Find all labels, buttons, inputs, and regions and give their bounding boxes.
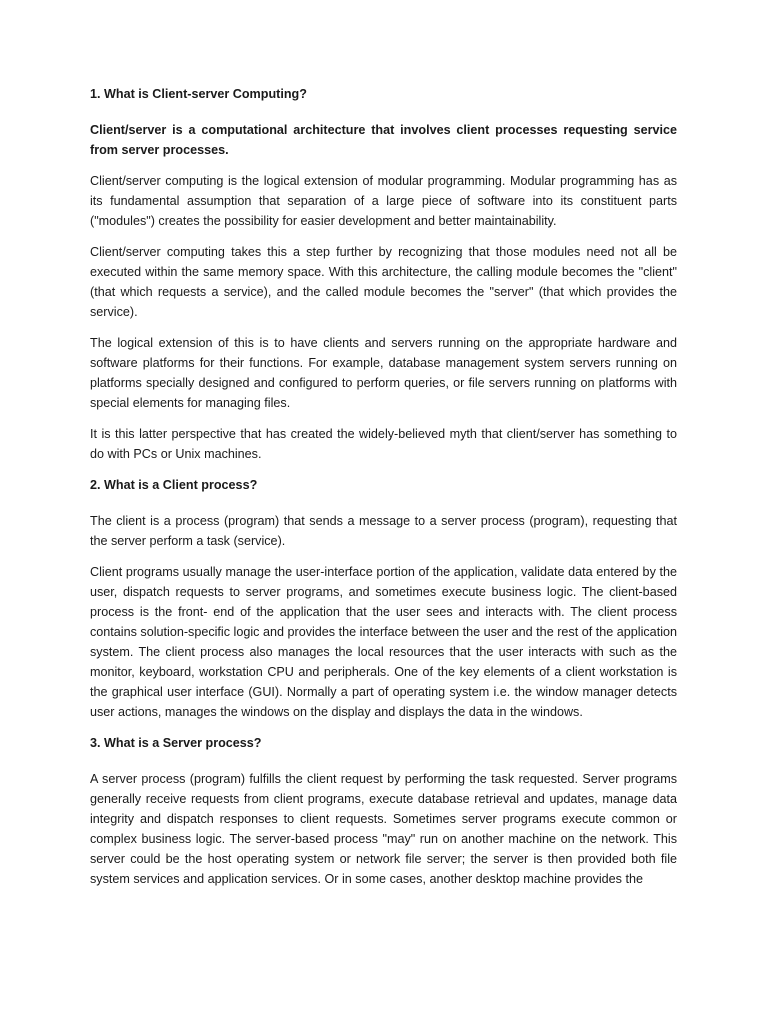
- section-3-paragraph-1: A server process (program) fulfills the client request by performing the task requested. Server programs generally receive requests from client programs, execute database retrieval and updates, manage data integrity and dispatch responses to client requests. Sometimes server programs execute common or complex business logic. The server-based process "may" run on another machine on the network. This server could be the host operating system or network file server; the server is then provided both file system services and application services. Or in some cases, another desktop machine provides the: [90, 772, 677, 886]
- section-1-paragraph-4: The logical extension of this is to have clients and servers running on the appropriate hardware and software platforms for their functions. For example, database management system servers running on platforms specially designed and configured to perform queries, or file servers running on platforms with special elements for managing files.: [90, 336, 677, 410]
- section-2-paragraph-1: The client is a process (program) that sends a message to a server process (program), requesting that the server perform a task (service).: [90, 514, 677, 548]
- section-1-paragraph-2: Client/server computing is the logical extension of modular programming. Modular programming has as its fundamental assumption that separation of a large piece of software into its constituent parts ("modules") creates the possibility for easier development and better maintainability.: [90, 174, 677, 228]
- section-1-paragraph-5: It is this latter perspective that has created the widely-believed myth that client/server has something to do with PCs or Unix machines.: [90, 427, 677, 461]
- section-1-paragraph-1: Client/server is a computational architecture that involves client processes requesting service from server processes.: [90, 123, 677, 157]
- section-3-heading: 3. What is a Server process?: [90, 736, 262, 750]
- section-2-paragraph-2: Client programs usually manage the user-interface portion of the application, validate data entered by the user, dispatch requests to server programs, and sometimes execute business logic. The client-based process is the front- end of the application that the user sees and interacts with. The client process contains solution-specific logic and provides the interface between the user and the rest of the application system. The client process also manages the local resources that the user interacts with such as the monitor, keyboard, workstation CPU and peripherals. One of the key elements of a client workstation is the graphical user interface (GUI). Normally a part of operating system i.e. the window manager detects user actions, manages the windows on the display and displays the data in the windows.: [90, 565, 677, 719]
- section-1-heading: 1. What is Client-server Computing?: [90, 87, 307, 101]
- section-1-paragraph-3: Client/server computing takes this a step further by recognizing that those modules need not all be executed within the same memory space. With this architecture, the calling module becomes the "client" (that which requests a service), and the called module becomes the "server" (that which provides the service).: [90, 245, 677, 319]
- section-2-heading: 2. What is a Client process?: [90, 478, 258, 492]
- document-page: [90, 84, 677, 900]
